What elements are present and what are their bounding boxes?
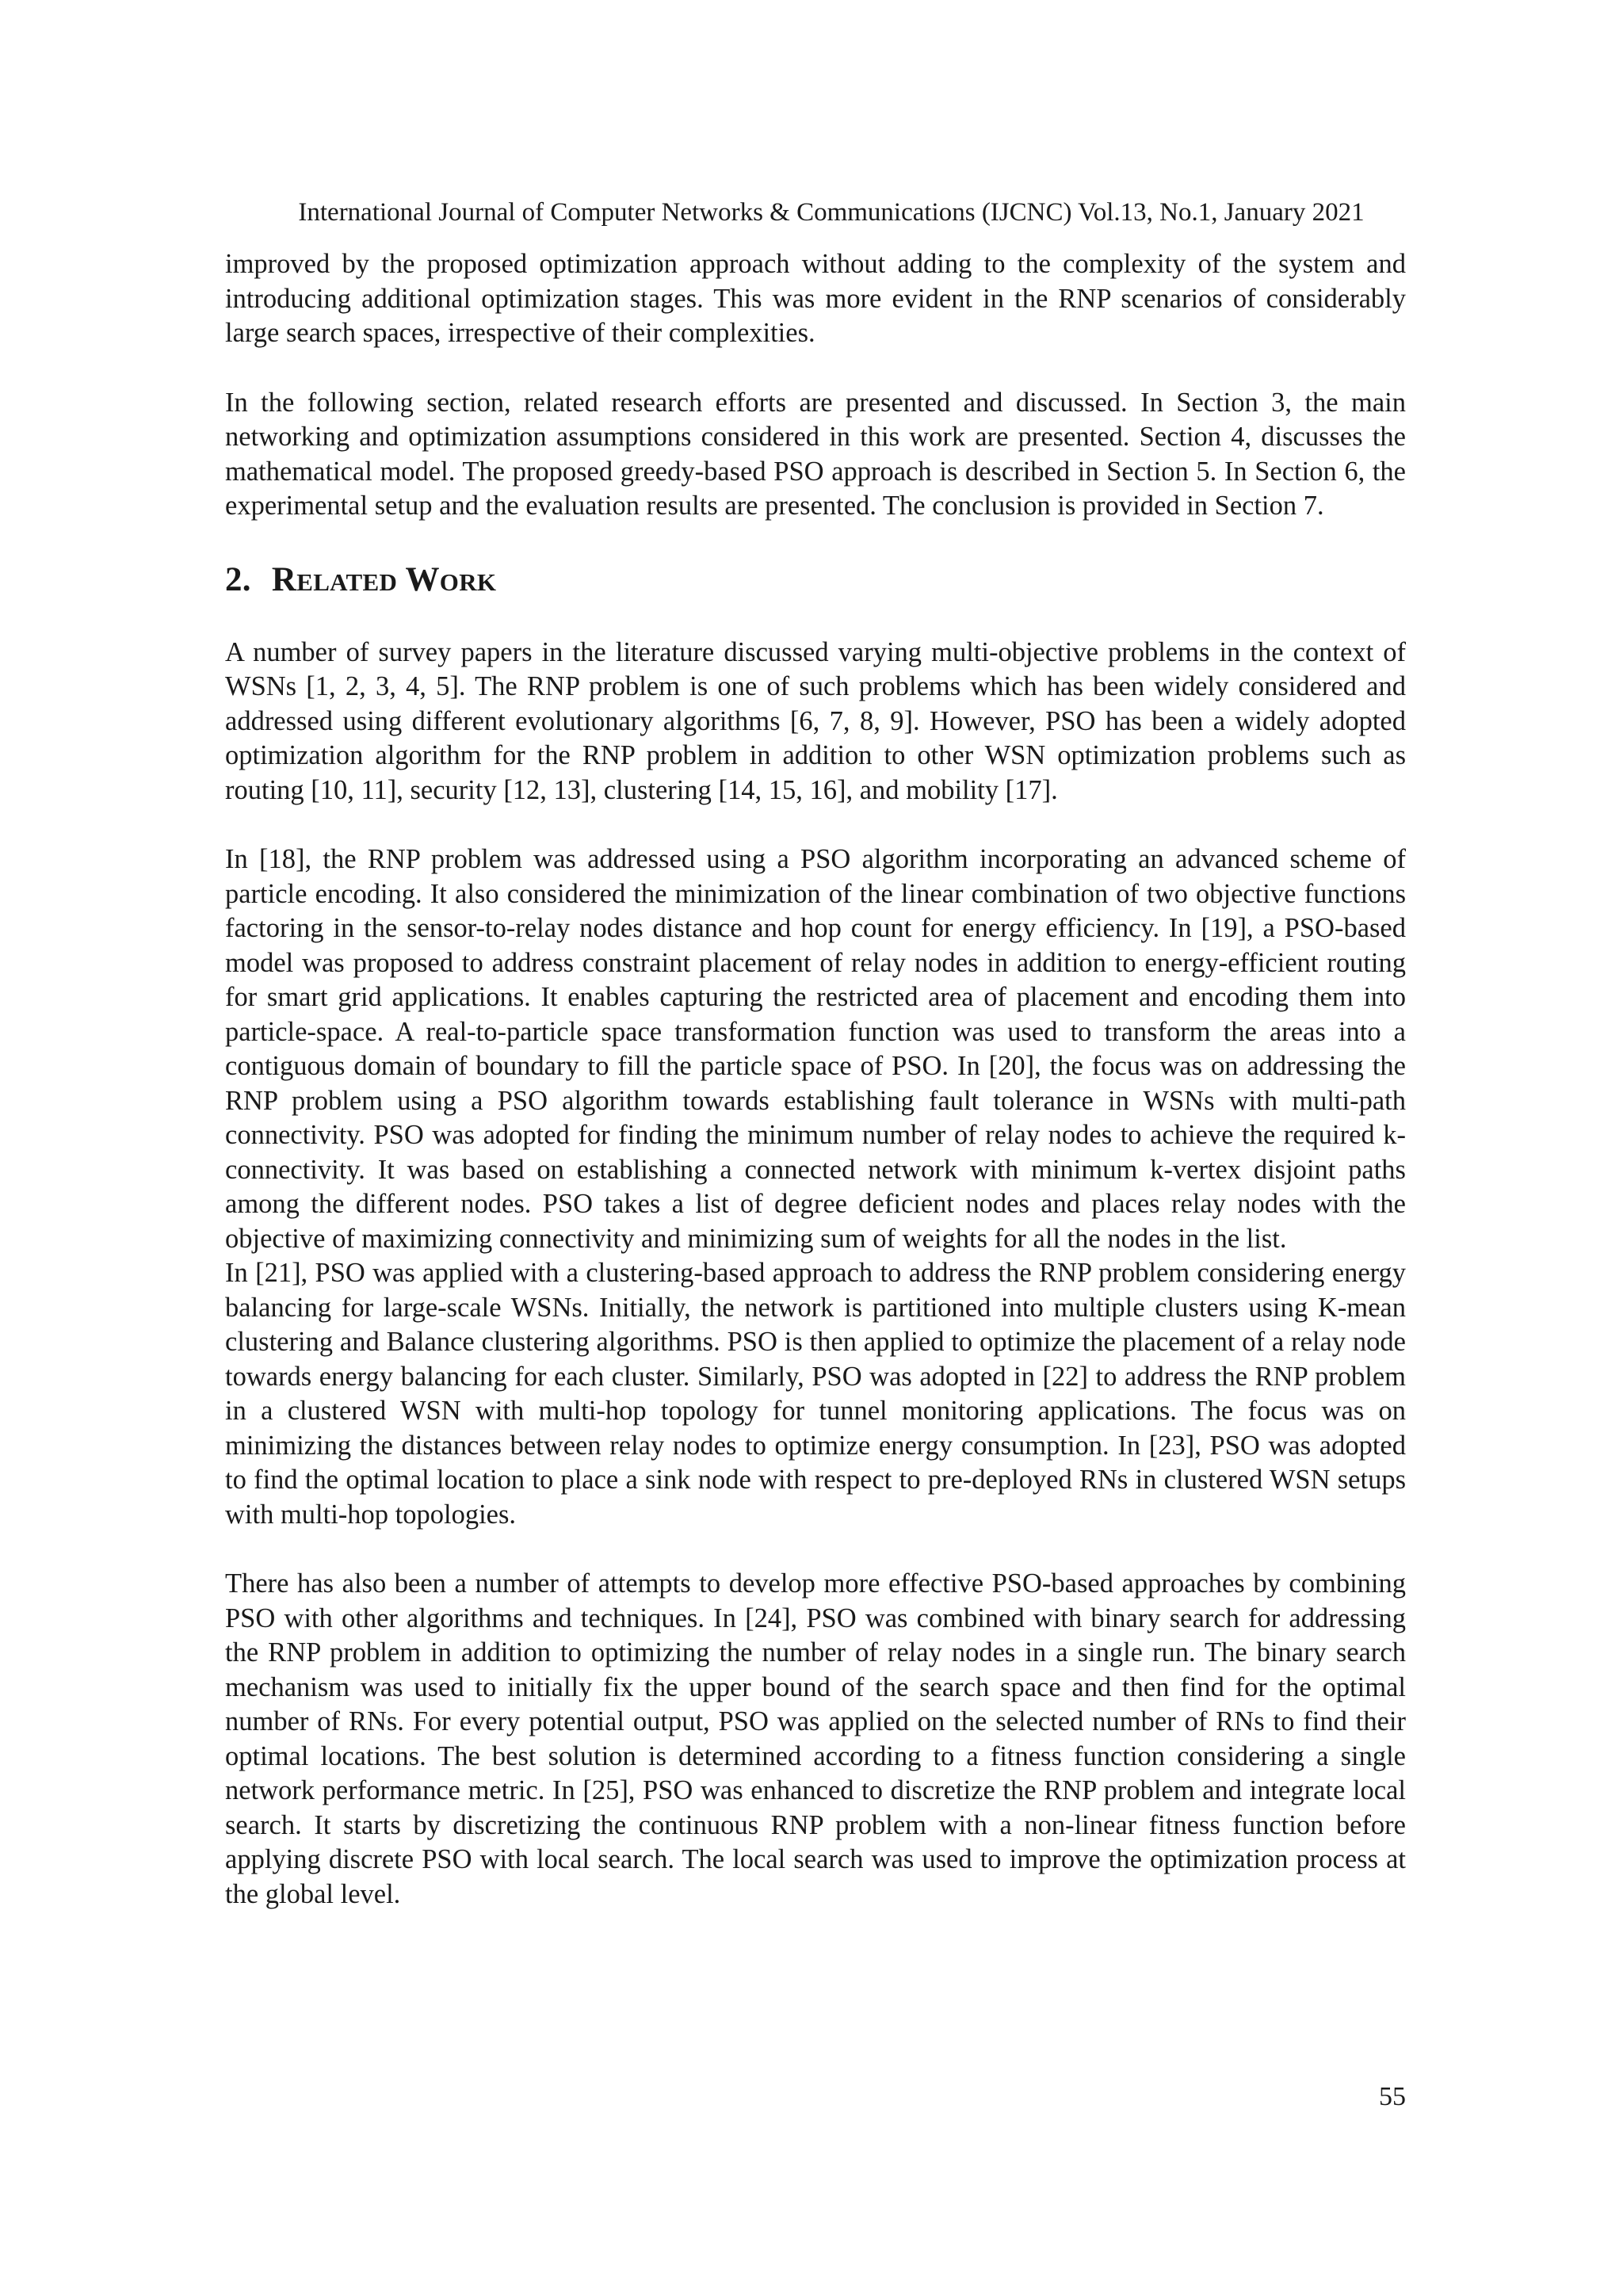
section-number: 2. [225,560,251,598]
paper-page [225,0,1406,2296]
section-title-cap-1: R [271,560,297,598]
body-text [225,247,1406,1912]
paragraph-pso-rnp: In [18], the RNP problem was addressed using a PSO algorithm incorporating an advanced scheme of particle encoding. It also considered the minimization of the linear combination of two objective functions factoring in the sensor-to-relay nodes distance and hop count for energy efficiency. In [19], a PSO-based model was proposed to address constraint placement of relay nodes in addition to energy-efficient routing for smart grid applications. It enables capturing the restricted area of placement and encoding them into particle-space. A real-to-particle space transformation function was used to transform the areas into a contiguous domain of boundary to fill the particle space of PSO. In [20], the focus was on addressing the RNP problem using a PSO algorithm towards establishing fault tolerance in WSNs with multi-path connectivity. PSO was adopted for finding the minimum number of relay nodes to achieve the required k-connectivity. It was based on establishing a connected network with minimum k-vertex disjoint paths among the different nodes. PSO takes a list of degree deficient nodes and places relay nodes with the objective of maximizing connectivity and minimizing sum of weights for all the nodes in the list. [225,844,1406,1254]
section-title-cap-2: W [405,560,440,598]
running-header: International Journal of Computer Networks & Communications (IJCNC) Vol.13, No.1, January 2021 [298,198,1365,227]
page-number: 55 [1379,2082,1406,2111]
paragraph-hybrid-pso: There has also been a number of attempts to develop more effective PSO-based approaches by combining PSO with other algorithms and techniques. In [24], PSO was combined with binary search for addressing the RNP problem in addition to optimizing the number of relay nodes in a single run. The binary search mechanism was used to initially fix the upper bound of the search space and then find for the optimal number of RNs. For every potential output, PSO was applied on the selected number of RNs to find their optimal locations. The best solution is determined according to a fitness function considering a single network performance metric. In [25], PSO was enhanced to discretize the RNP problem and integrate local search. It starts by discretizing the continuous RNP problem with a non-linear fitness function before applying discrete PSO with local search. The local search was used to improve the optimization process at the global level. [225,1568,1406,1909]
section-title-small-caps-1: ELATED [296,567,398,596]
section-title-small-caps-2: ORK [439,567,497,596]
paragraph-outline: In the following section, related research efforts are presented and discussed. In Section 3, the main networking and optimization assumptions considered in this work are presented. Section 4, discusses the mathematical model. The proposed greedy-based PSO approach is described in Section 5. In Section 6, the experimental setup and the evaluation results are presented. The conclusion is provided in Section 7. [225,387,1406,521]
paragraph-continuation: improved by the proposed optimization approach without adding to the complexity of the system and introducing additional optimization stages. This was more evident in the RNP scenarios of considerably large search spaces, irrespective of their complexities. [225,249,1406,348]
section-heading-related-work [225,556,1406,607]
paragraph-clustering: In [21], PSO was applied with a clustering-based approach to address the RNP problem considering energy balancing for large-scale WSNs. Initially, the network is partitioned into multiple clusters using K-mean clustering and Balance clustering algorithms. PSO is then applied to optimize the placement of a relay node towards energy balancing for each cluster. Similarly, PSO was adopted in [22] to address the RNP problem in a clustered WSN with multi-hop topology for tunnel monitoring applications. The focus was on minimizing the distances between relay nodes to optimize energy consumption. In [23], PSO was adopted to find the optimal location to place a sink node with respect to pre-deployed RNs in clustered WSN setups with multi-hop topologies. [225,1258,1406,1530]
paragraph-survey: A number of survey papers in the literature discussed varying multi-objective problems in the context of WSNs [1, 2, 3, 4, 5]. The RNP problem is one of such problems which has been widely considered and addressed using different evolutionary algorithms [6, 7, 8, 9]. However, PSO has been a widely adopted optimization algorithm for the RNP problem in addition to other WSN optimization problems such as routing [10, 11], security [12, 13], clustering [14, 15, 16], and mobility [17]. [225,636,1406,805]
